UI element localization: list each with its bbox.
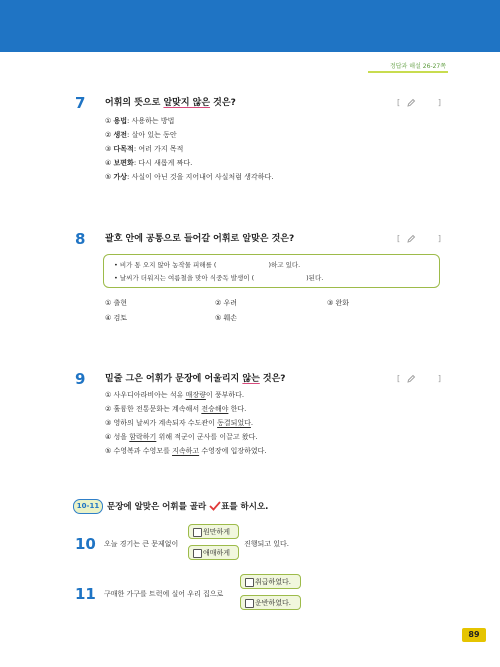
q8-option-4[interactable]: ④ 검토 xyxy=(105,314,128,322)
checkbox[interactable] xyxy=(193,549,202,558)
q11-choice-1[interactable]: 취급하였다. xyxy=(240,574,301,589)
q10-sentence-end: 진행되고 있다. xyxy=(244,540,290,548)
section-instruction: 문장에 알맞은 어휘를 골라 표를 하시오. xyxy=(107,502,269,512)
pencil-icon xyxy=(406,234,416,244)
q10-choice-1[interactable]: 원만하게 xyxy=(188,524,239,539)
answer-reference: 정답과 해설 26-27쪽 xyxy=(389,63,446,70)
q9-option-1[interactable]: ① 사우디아라비아는 석유 매장량이 풍부하다. xyxy=(105,391,245,399)
page-number: 89 xyxy=(462,628,486,642)
q8-box-line-2: • 날씨가 더워지는 여름철을 맞아 식중독 발생이 ( )된다. xyxy=(114,274,324,282)
q8-example-box xyxy=(103,254,440,288)
question-8-title: 괄호 안에 공통으로 들어갈 어휘로 알맞은 것은? xyxy=(105,234,295,244)
checkbox[interactable] xyxy=(245,578,254,587)
q7-option-2[interactable]: ② 생전: 살아 있는 동안 xyxy=(105,131,177,139)
q8-option-1[interactable]: ① 출현 xyxy=(105,299,128,307)
q7-option-3[interactable]: ③ 다목적: 여러 가지 목적 xyxy=(105,145,184,153)
header-band xyxy=(0,0,500,52)
checkmark-icon xyxy=(209,501,221,511)
memo-bracket-7[interactable]: [ ] xyxy=(397,98,441,107)
q10-sentence-start: 오늘 경기는 큰 문제없이 xyxy=(104,540,179,548)
q7-option-5[interactable]: ⑤ 가상: 사실이 아닌 것을 지어내어 사실처럼 생각하다. xyxy=(105,173,274,181)
q7-option-1[interactable]: ① 용법: 사용하는 방법 xyxy=(105,117,175,125)
question-9-number: 9 xyxy=(75,370,86,388)
memo-bracket-9[interactable]: [ ] xyxy=(397,374,441,383)
q8-box-line-1: • 비가 통 오지 않아 농작물 피해를 ( )하고 있다. xyxy=(114,261,301,269)
q9-option-3[interactable]: ③ 영하의 날씨가 계속되자 수도관이 동결되었다. xyxy=(105,419,254,427)
section-range-tag: 10-11 xyxy=(73,499,103,514)
q11-sentence: 구매한 가구를 트럭에 실어 우리 집으로 xyxy=(104,590,224,598)
memo-bracket-8[interactable]: [ ] xyxy=(397,234,441,243)
q9-option-5[interactable]: ⑤ 수영복과 수영모를 지속하고 수영장에 입장하였다. xyxy=(105,447,267,455)
q8-option-3[interactable]: ③ 완화 xyxy=(327,299,350,307)
q7-option-4[interactable]: ④ 보편화: 다시 새롭게 짜다. xyxy=(105,159,193,167)
question-11-number: 11 xyxy=(75,585,96,603)
q8-option-2[interactable]: ② 우려 xyxy=(215,299,238,307)
question-8-number: 8 xyxy=(75,230,86,248)
question-7-title: 어휘의 뜻으로 알맞지 않은 것은? xyxy=(105,98,236,108)
q8-option-5[interactable]: ⑤ 훼손 xyxy=(215,314,238,322)
question-10-number: 10 xyxy=(75,535,96,553)
q9-option-4[interactable]: ④ 성을 함락하기 위해 적군이 군사를 이끌고 왔다. xyxy=(105,433,258,441)
q9-option-2[interactable]: ② 훌륭한 전통문화는 계속해서 전승해야 한다. xyxy=(105,405,247,413)
q11-choice-2[interactable]: 운반하였다. xyxy=(240,595,301,610)
pencil-icon xyxy=(406,98,416,108)
question-7-number: 7 xyxy=(75,94,86,112)
answer-reference-rule xyxy=(368,71,448,73)
q10-choice-2[interactable]: 애매하게 xyxy=(188,545,239,560)
pencil-icon xyxy=(406,374,416,384)
checkbox[interactable] xyxy=(245,599,254,608)
question-9-title: 밑줄 그은 어휘가 문장에 어울리지 않는 것은? xyxy=(105,374,286,384)
checkbox[interactable] xyxy=(193,528,202,537)
